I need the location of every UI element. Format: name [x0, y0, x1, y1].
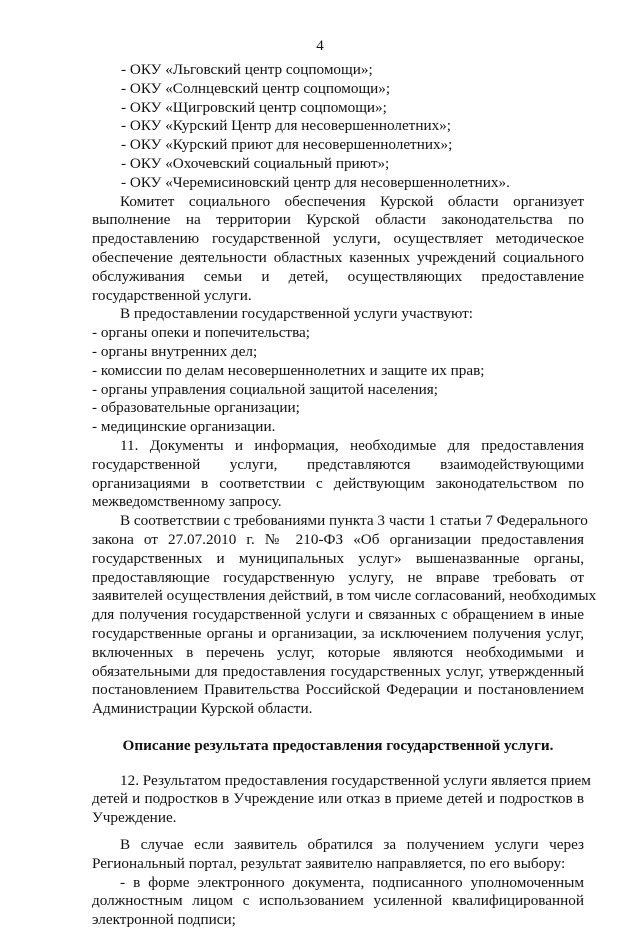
list-item: - органы опеки и попечительства; [92, 324, 311, 342]
list-item: - комиссии по делам несовершеннолетних и защите их прав; [92, 361, 485, 379]
paragraph-line: Комитет социального обеспечения Курской области организует [120, 192, 584, 210]
paragraph-line: обязательными для предоставления государственных услуг, утвержденный [92, 662, 584, 680]
list-item: - ОКУ «Солнцевский центр соцпомощи»; [121, 79, 391, 97]
paragraph-line: выполнение на территории Курской области законодательства по [92, 211, 584, 229]
paragraph-portal [92, 836, 584, 874]
spacer [92, 828, 584, 836]
paragraph-line: постановлением Правительства Российской Федерации и постановлением [92, 681, 584, 699]
paragraph-line: Учреждение. [92, 809, 177, 827]
list-item: - медицинские организации. [92, 418, 276, 436]
paragraph-line: предоставляющие государственную услугу, не вправе требовать от [92, 568, 584, 586]
paragraph-line: государственной услуги. [92, 286, 252, 304]
list-item: - ОКУ «Курский Центр для несовершеннолетних»; [121, 117, 451, 135]
paragraph-line: организациями в соответствии с действующим законодательством по [92, 474, 584, 492]
participants-intro: В предоставлении государственной услуги участвуют: [120, 305, 473, 323]
list-item: - ОКУ «Курский приют для несовершеннолетних»; [121, 136, 453, 154]
paragraph-line: В соответствии с требованиями пункта 3 части 1 статьи 7 Федерального [120, 512, 588, 530]
paragraph-line: детей и подростков в Учреждение или отказ в приеме детей и подростков в [92, 790, 584, 808]
list-item: - образовательные организации; [92, 399, 300, 417]
paragraph-line: - в форме электронного документа, подписанного уполномоченным [120, 873, 584, 891]
list-item: - органы внутренних дел; [92, 342, 258, 360]
paragraph-committee [92, 193, 584, 306]
paragraph-line: закона от 27.07.2010 г. № 210-ФЗ «Об организации предоставления [92, 530, 584, 548]
paragraph-line: государственных и муниципальных услуг» вышеназванные органы, [92, 549, 584, 567]
paragraph-line: 11. Документы и информация, необходимые для предоставления [120, 436, 584, 454]
paragraph-line: электронной подписи; [92, 911, 236, 929]
list-item: - ОКУ «Черемисиновский центр для несовершеннолетних». [121, 173, 510, 191]
paragraph-line: должностным лицом с использованием усиленной квалифицированной [92, 892, 584, 910]
paragraph-line: государственные органы и организации, за исключением получения услуг, [92, 624, 584, 642]
paragraph-line: обеспечение деятельности областных казенных учреждений социального [92, 248, 584, 266]
document-body [92, 61, 597, 930]
paragraph-electronic [92, 874, 584, 930]
list-item: - ОКУ «Щигровский центр соцпомощи»; [121, 98, 387, 116]
paragraph-12 [92, 771, 591, 828]
participants-list [92, 324, 584, 437]
paragraph-line: межведомственному запросу. [92, 493, 282, 511]
paragraph-line: предоставлению государственной услуги, осуществляет методическое [92, 230, 584, 248]
paragraph-line: 12. Результатом предоставления государственной услуги является прием [120, 771, 591, 789]
paragraph-11 [92, 437, 584, 512]
paragraph-line: для получения государственной услуги и связанных с обращением в иные [92, 606, 584, 624]
paragraph-line: В случае если заявитель обратился за получением услуги через [120, 836, 584, 854]
paragraph-line: государственной услуги, представляются взаимодействующими [92, 455, 584, 473]
paragraph-line: Региональный портал, результат заявителю направляется, по его выбору: [92, 854, 566, 872]
paragraph-requirements [92, 512, 597, 719]
paragraph-line: обслуживания семьи и детей, осуществляющих предоставление [92, 267, 584, 285]
list-item: - ОКУ «Охочевский социальный приют»; [121, 154, 390, 172]
list-item: - органы управления социальной защитой населения; [92, 380, 438, 398]
paragraph-line: включенных в перечень услуг, которые являются необходимыми и [92, 643, 584, 661]
page-number: 4 [316, 38, 324, 54]
paragraph-line: заявителей осуществления действий, в том числе согласований, необходимых [92, 587, 597, 605]
list-item: - ОКУ «Льговский центр соцпомощи»; [121, 61, 373, 78]
okus-list [92, 61, 584, 193]
section-heading: Описание результата предоставления государственной услуги. [122, 736, 554, 754]
paragraph-line: Администрации Курской области. [92, 700, 313, 718]
